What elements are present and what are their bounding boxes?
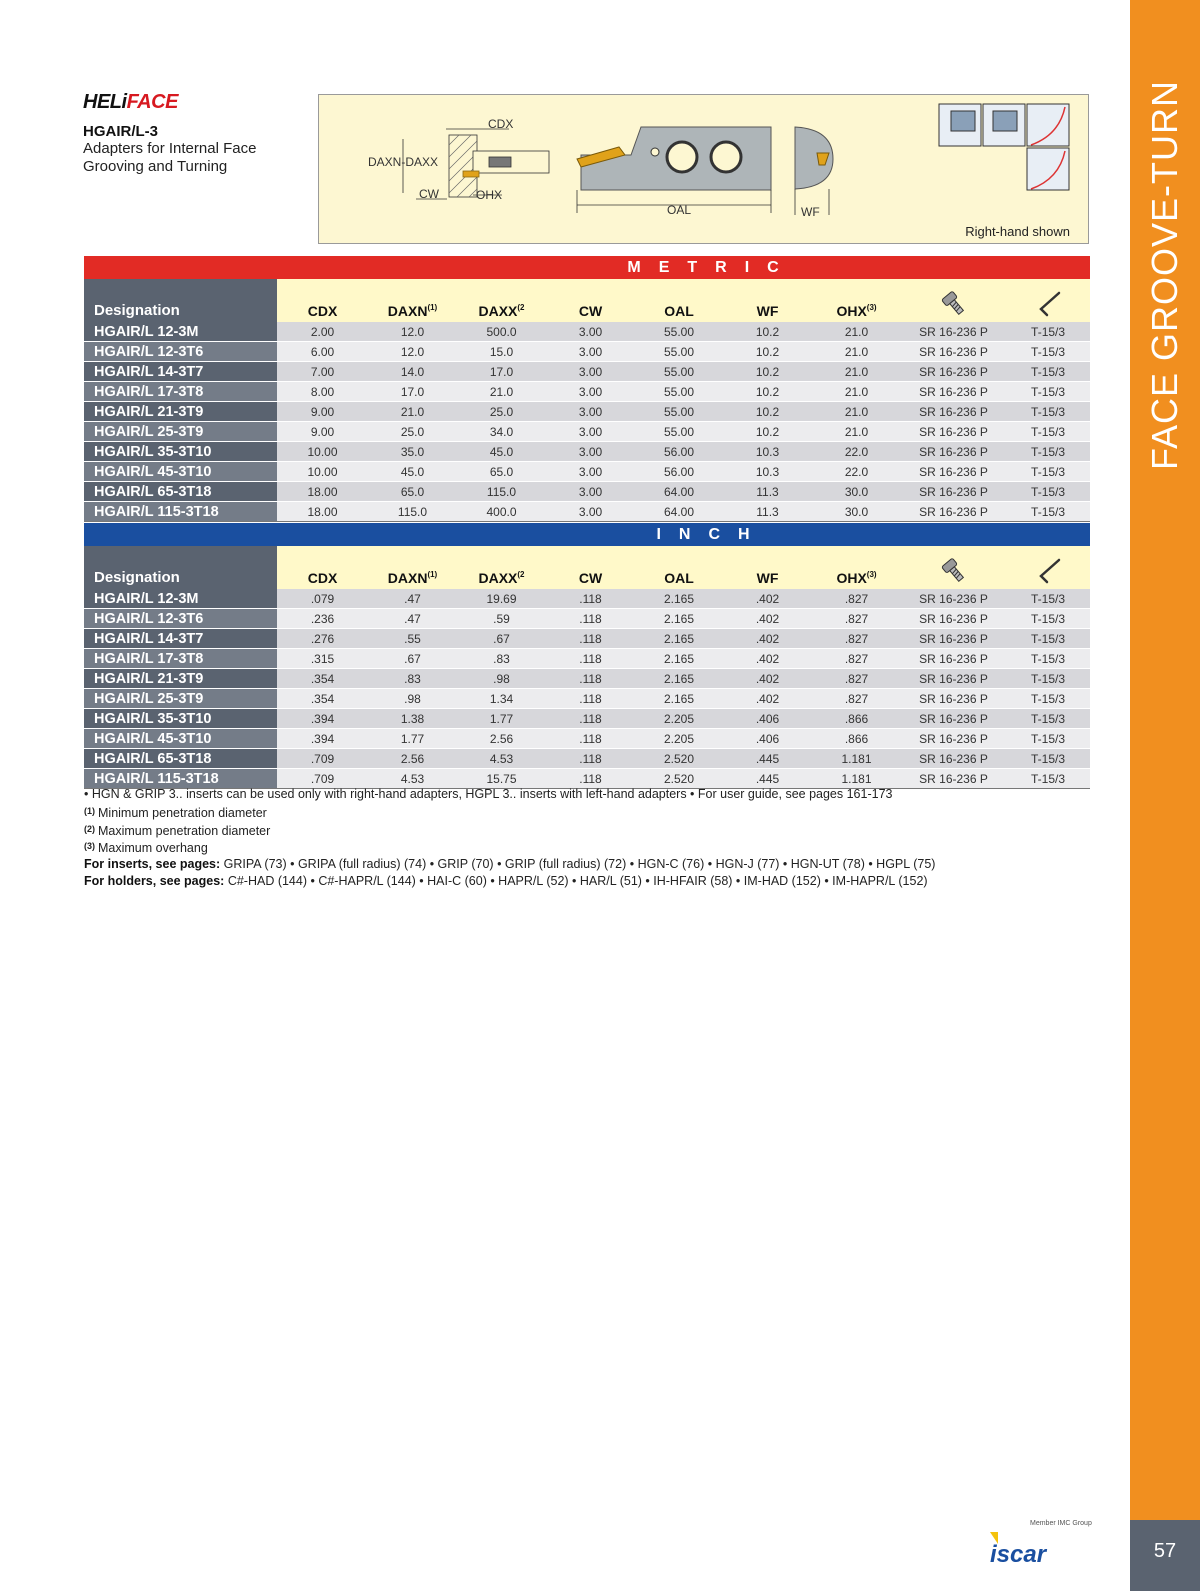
value-cell: .354 bbox=[277, 669, 368, 689]
designation-cell: HGAIR/L 21-3T9 bbox=[84, 669, 277, 689]
designation-cell: HGAIR/L 14-3T7 bbox=[84, 362, 277, 382]
value-cell: T-15/3 bbox=[1006, 729, 1090, 749]
value-cell: 10.2 bbox=[723, 402, 812, 422]
value-cell: 9.00 bbox=[277, 402, 368, 422]
value-cell: 2.165 bbox=[635, 629, 723, 649]
designation-cell: HGAIR/L 12-3T6 bbox=[84, 609, 277, 629]
designation-cell: HGAIR/L 45-3T10 bbox=[84, 729, 277, 749]
product-description: Adapters for Internal Face Grooving and Turning bbox=[83, 140, 257, 175]
value-cell: 7.00 bbox=[277, 362, 368, 382]
value-cell: T-15/3 bbox=[1006, 689, 1090, 709]
col-designation: Designation bbox=[84, 279, 277, 322]
value-cell: 2.165 bbox=[635, 649, 723, 669]
value-cell: T-15/3 bbox=[1006, 502, 1090, 522]
value-cell: .827 bbox=[812, 589, 901, 609]
value-cell: 25.0 bbox=[368, 422, 457, 442]
value-cell: 500.0 bbox=[457, 322, 546, 342]
col-ohx: OHX$^{(3)}$ bbox=[812, 279, 901, 322]
table-row bbox=[84, 629, 1090, 649]
value-cell: .827 bbox=[812, 669, 901, 689]
value-cell: 1.77 bbox=[457, 709, 546, 729]
value-cell: T-15/3 bbox=[1006, 442, 1090, 462]
value-cell: T-15/3 bbox=[1006, 709, 1090, 729]
value-cell: 55.00 bbox=[635, 402, 723, 422]
value-cell: .402 bbox=[723, 669, 812, 689]
value-cell: .118 bbox=[546, 729, 635, 749]
value-cell: 18.00 bbox=[277, 502, 368, 522]
value-cell: 19.69 bbox=[457, 589, 546, 609]
value-cell: SR 16-236 P bbox=[901, 589, 1006, 609]
tool-diagram bbox=[318, 94, 1089, 244]
brand-text: iscar bbox=[990, 1541, 1047, 1566]
value-cell: 3.00 bbox=[546, 362, 635, 382]
footnotes bbox=[84, 786, 1094, 890]
value-cell: 2.56 bbox=[457, 729, 546, 749]
value-cell: .079 bbox=[277, 589, 368, 609]
value-cell: 3.00 bbox=[546, 502, 635, 522]
value-cell: SR 16-236 P bbox=[901, 382, 1006, 402]
value-cell: .98 bbox=[457, 669, 546, 689]
value-cell: 1.181 bbox=[812, 749, 901, 769]
value-cell: 3.00 bbox=[546, 342, 635, 362]
value-cell: T-15/3 bbox=[1006, 769, 1090, 789]
value-cell: 11.3 bbox=[723, 482, 812, 502]
value-cell: 55.00 bbox=[635, 342, 723, 362]
value-cell: .118 bbox=[546, 629, 635, 649]
value-cell: .402 bbox=[723, 689, 812, 709]
value-cell: 10.3 bbox=[723, 462, 812, 482]
value-cell: 55.00 bbox=[635, 362, 723, 382]
value-cell: 10.00 bbox=[277, 462, 368, 482]
table-row bbox=[84, 609, 1090, 629]
designation-cell: HGAIR/L 14-3T7 bbox=[84, 629, 277, 649]
footnote-1: $^{(1)}$ Minimum penetration diameter bbox=[84, 806, 267, 821]
col-cdx: CDX bbox=[277, 279, 368, 322]
footnote-3: $^{(3)}$ Maximum overhang bbox=[84, 841, 208, 856]
value-cell: 34.0 bbox=[457, 422, 546, 442]
value-cell: .394 bbox=[277, 709, 368, 729]
designation-cell: HGAIR/L 115-3T18 bbox=[84, 769, 277, 789]
label-cw: CW bbox=[419, 187, 439, 201]
table-row bbox=[84, 689, 1090, 709]
table-row bbox=[84, 402, 1090, 422]
product-code: HGAIR/L-3 bbox=[83, 123, 158, 140]
col-wf: WF bbox=[723, 279, 812, 322]
value-cell: .118 bbox=[546, 709, 635, 729]
value-cell: .354 bbox=[277, 689, 368, 709]
designation-cell: HGAIR/L 25-3T9 bbox=[84, 422, 277, 442]
value-cell: .55 bbox=[368, 629, 457, 649]
value-cell: 30.0 bbox=[812, 502, 901, 522]
side-tab-title: FACE GROOVE-TURN bbox=[1144, 79, 1185, 471]
side-tab bbox=[1130, 0, 1200, 1520]
value-cell: SR 16-236 P bbox=[901, 362, 1006, 382]
value-cell: T-15/3 bbox=[1006, 649, 1090, 669]
value-cell: SR 16-236 P bbox=[901, 442, 1006, 462]
value-cell: .236 bbox=[277, 609, 368, 629]
col-daxn: DAXN$^{(1)}$ bbox=[368, 546, 457, 589]
value-cell: 11.3 bbox=[723, 502, 812, 522]
screw-icon bbox=[901, 279, 1006, 322]
value-cell: 3.00 bbox=[546, 462, 635, 482]
value-cell: .118 bbox=[546, 669, 635, 689]
value-cell: T-15/3 bbox=[1006, 342, 1090, 362]
designation-cell: HGAIR/L 17-3T8 bbox=[84, 649, 277, 669]
value-cell: 12.0 bbox=[368, 342, 457, 362]
inch-table bbox=[84, 523, 1090, 789]
value-cell: 2.56 bbox=[368, 749, 457, 769]
value-cell: .59 bbox=[457, 609, 546, 629]
value-cell: 21.0 bbox=[812, 422, 901, 442]
value-cell: T-15/3 bbox=[1006, 749, 1090, 769]
value-cell: T-15/3 bbox=[1006, 482, 1090, 502]
value-cell: SR 16-236 P bbox=[901, 322, 1006, 342]
label-cdx: CDX bbox=[488, 117, 514, 131]
value-cell: .118 bbox=[546, 649, 635, 669]
col-wf: WF bbox=[723, 546, 812, 589]
value-cell: SR 16-236 P bbox=[901, 669, 1006, 689]
value-cell: 10.2 bbox=[723, 362, 812, 382]
value-cell: .67 bbox=[457, 629, 546, 649]
value-cell: 15.0 bbox=[457, 342, 546, 362]
value-cell: 64.00 bbox=[635, 502, 723, 522]
value-cell: 35.0 bbox=[368, 442, 457, 462]
value-cell: .315 bbox=[277, 649, 368, 669]
value-cell: 2.205 bbox=[635, 729, 723, 749]
value-cell: .118 bbox=[546, 689, 635, 709]
inserts-reference: For inserts, see pages: GRIPA (73) • GRIPA (full radius) (74) • GRIP (70) • GRIP (full radius) (72) • HGN-C (76) • HGN-J (77) • HGN-UT (78) • HGPL (75) bbox=[84, 856, 936, 871]
value-cell: .827 bbox=[812, 649, 901, 669]
value-cell: 30.0 bbox=[812, 482, 901, 502]
value-cell: .709 bbox=[277, 749, 368, 769]
col-oal: OAL bbox=[635, 546, 723, 589]
value-cell: T-15/3 bbox=[1006, 629, 1090, 649]
col-cw: CW bbox=[546, 546, 635, 589]
value-cell: T-15/3 bbox=[1006, 609, 1090, 629]
value-cell: 45.0 bbox=[368, 462, 457, 482]
value-cell: 2.165 bbox=[635, 689, 723, 709]
value-cell: 3.00 bbox=[546, 442, 635, 462]
value-cell: 6.00 bbox=[277, 342, 368, 362]
value-cell: 10.2 bbox=[723, 382, 812, 402]
value-cell: SR 16-236 P bbox=[901, 462, 1006, 482]
value-cell: 2.520 bbox=[635, 769, 723, 789]
designation-cell: HGAIR/L 45-3T10 bbox=[84, 462, 277, 482]
table-row bbox=[84, 422, 1090, 442]
value-cell: .47 bbox=[368, 589, 457, 609]
value-cell: 21.0 bbox=[812, 362, 901, 382]
value-cell: 1.77 bbox=[368, 729, 457, 749]
value-cell: 3.00 bbox=[546, 422, 635, 442]
label-ohx: OHX bbox=[476, 188, 503, 202]
usage-note: • HGN & GRIP 3.. inserts can be used only with right-hand adapters, HGPL 3.. inserts with left-hand adapters • For user guide, see pages 161-173 bbox=[84, 787, 893, 801]
value-cell: 56.00 bbox=[635, 442, 723, 462]
value-cell: SR 16-236 P bbox=[901, 342, 1006, 362]
key-icon bbox=[1006, 546, 1090, 589]
value-cell: .83 bbox=[457, 649, 546, 669]
table-row bbox=[84, 342, 1090, 362]
value-cell: T-15/3 bbox=[1006, 382, 1090, 402]
value-cell: 10.2 bbox=[723, 342, 812, 362]
value-cell: .83 bbox=[368, 669, 457, 689]
value-cell: .402 bbox=[723, 649, 812, 669]
value-cell: .827 bbox=[812, 609, 901, 629]
value-cell: 65.0 bbox=[457, 462, 546, 482]
designation-cell: HGAIR/L 65-3T18 bbox=[84, 749, 277, 769]
footnote-2: $^{(2)}$ Maximum penetration diameter bbox=[84, 823, 271, 838]
table-row bbox=[84, 322, 1090, 342]
value-cell: .118 bbox=[546, 769, 635, 789]
value-cell: .394 bbox=[277, 729, 368, 749]
value-cell: 8.00 bbox=[277, 382, 368, 402]
value-cell: 9.00 bbox=[277, 422, 368, 442]
value-cell: SR 16-236 P bbox=[901, 629, 1006, 649]
value-cell: .118 bbox=[546, 749, 635, 769]
table-row bbox=[84, 362, 1090, 382]
value-cell: 65.0 bbox=[368, 482, 457, 502]
value-cell: 64.00 bbox=[635, 482, 723, 502]
value-cell: 45.0 bbox=[457, 442, 546, 462]
value-cell: 56.00 bbox=[635, 462, 723, 482]
value-cell: SR 16-236 P bbox=[901, 729, 1006, 749]
page-number-box bbox=[1130, 1520, 1200, 1591]
value-cell: 21.0 bbox=[457, 382, 546, 402]
value-cell: T-15/3 bbox=[1006, 402, 1090, 422]
value-cell: 400.0 bbox=[457, 502, 546, 522]
table-row bbox=[84, 502, 1090, 522]
designation-cell: HGAIR/L 21-3T9 bbox=[84, 402, 277, 422]
value-cell: 3.00 bbox=[546, 402, 635, 422]
label-wf: WF bbox=[801, 205, 820, 219]
value-cell: SR 16-236 P bbox=[901, 422, 1006, 442]
value-cell: 10.2 bbox=[723, 322, 812, 342]
screw-icon bbox=[901, 546, 1006, 589]
value-cell: .402 bbox=[723, 589, 812, 609]
value-cell: 17.0 bbox=[457, 362, 546, 382]
application-icons bbox=[939, 104, 1069, 190]
col-daxx: DAXX$^{(2}$ bbox=[457, 279, 546, 322]
table-row bbox=[84, 709, 1090, 729]
value-cell: SR 16-236 P bbox=[901, 649, 1006, 669]
col-cw: CW bbox=[546, 279, 635, 322]
col-daxx: DAXX$^{(2}$ bbox=[457, 546, 546, 589]
value-cell: T-15/3 bbox=[1006, 322, 1090, 342]
value-cell: T-15/3 bbox=[1006, 462, 1090, 482]
designation-cell: HGAIR/L 12-3M bbox=[84, 589, 277, 609]
value-cell: 1.181 bbox=[812, 769, 901, 789]
table-row bbox=[84, 589, 1090, 609]
designation-cell: HGAIR/L 12-3M bbox=[84, 322, 277, 342]
value-cell: 2.520 bbox=[635, 749, 723, 769]
value-cell: 10.3 bbox=[723, 442, 812, 462]
inch-band bbox=[84, 523, 1090, 546]
value-cell: .445 bbox=[723, 769, 812, 789]
value-cell: SR 16-236 P bbox=[901, 482, 1006, 502]
value-cell: T-15/3 bbox=[1006, 669, 1090, 689]
value-cell: 18.00 bbox=[277, 482, 368, 502]
col-cdx: CDX bbox=[277, 546, 368, 589]
col-designation: Designation bbox=[84, 546, 277, 589]
designation-cell: HGAIR/L 35-3T10 bbox=[84, 709, 277, 729]
value-cell: 55.00 bbox=[635, 322, 723, 342]
value-cell: 55.00 bbox=[635, 382, 723, 402]
label-oal: OAL bbox=[667, 203, 692, 217]
value-cell: 14.0 bbox=[368, 362, 457, 382]
value-cell: 21.0 bbox=[812, 342, 901, 362]
value-cell: 4.53 bbox=[368, 769, 457, 789]
table-row bbox=[84, 649, 1090, 669]
value-cell: 1.34 bbox=[457, 689, 546, 709]
value-cell: 22.0 bbox=[812, 442, 901, 462]
table-row bbox=[84, 462, 1090, 482]
metric-band bbox=[84, 256, 1090, 279]
value-cell: 3.00 bbox=[546, 482, 635, 502]
value-cell: SR 16-236 P bbox=[901, 609, 1006, 629]
value-cell: SR 16-236 P bbox=[901, 689, 1006, 709]
value-cell: .67 bbox=[368, 649, 457, 669]
value-cell: 3.00 bbox=[546, 322, 635, 342]
value-cell: 17.0 bbox=[368, 382, 457, 402]
value-cell: .402 bbox=[723, 609, 812, 629]
key-icon bbox=[1006, 279, 1090, 322]
value-cell: .866 bbox=[812, 729, 901, 749]
page-number: 57 bbox=[1153, 1540, 1177, 1562]
value-cell: T-15/3 bbox=[1006, 422, 1090, 442]
holders-reference: For holders, see pages: C#-HAD (144) • C#-HAPR/L (144) • HAI-C (60) • HAPR/L (52) • HAR/L (51) • IH-HFAIR (58) • IM-HAD (152) • IM-HAPR/L (152) bbox=[84, 873, 928, 888]
label-daxn-daxx: DAXN-DAXX bbox=[368, 155, 439, 169]
value-cell: .445 bbox=[723, 749, 812, 769]
value-cell: .47 bbox=[368, 609, 457, 629]
value-cell: 12.0 bbox=[368, 322, 457, 342]
value-cell: T-15/3 bbox=[1006, 362, 1090, 382]
value-cell: 21.0 bbox=[368, 402, 457, 422]
value-cell: SR 16-236 P bbox=[901, 769, 1006, 789]
value-cell: 10.2 bbox=[723, 422, 812, 442]
adapter-end-view bbox=[795, 127, 833, 215]
value-cell: 1.38 bbox=[368, 709, 457, 729]
value-cell: .118 bbox=[546, 609, 635, 629]
heliface-logo: HELiFACE bbox=[83, 91, 178, 113]
value-cell: 2.165 bbox=[635, 589, 723, 609]
value-cell: SR 16-236 P bbox=[901, 402, 1006, 422]
value-cell: 25.0 bbox=[457, 402, 546, 422]
value-cell: 2.205 bbox=[635, 709, 723, 729]
metric-table bbox=[84, 256, 1090, 522]
table-row bbox=[84, 442, 1090, 462]
value-cell: .709 bbox=[277, 769, 368, 789]
value-cell: 2.165 bbox=[635, 669, 723, 689]
iscar-logo bbox=[990, 1520, 1100, 1570]
value-cell: SR 16-236 P bbox=[901, 749, 1006, 769]
designation-cell: HGAIR/L 12-3T6 bbox=[84, 342, 277, 362]
table-row bbox=[84, 729, 1090, 749]
value-cell: 3.00 bbox=[546, 382, 635, 402]
member-text: Member IMC Group bbox=[1030, 1520, 1092, 1527]
adapter-side-view bbox=[577, 127, 771, 213]
value-cell: 21.0 bbox=[812, 322, 901, 342]
value-cell: .866 bbox=[812, 709, 901, 729]
metric-band-label: METRIC bbox=[84, 256, 1090, 279]
value-cell: 55.00 bbox=[635, 422, 723, 442]
table-row bbox=[84, 382, 1090, 402]
table-row bbox=[84, 749, 1090, 769]
value-cell: .402 bbox=[723, 629, 812, 649]
value-cell: 115.0 bbox=[368, 502, 457, 522]
table-row bbox=[84, 482, 1090, 502]
designation-cell: HGAIR/L 115-3T18 bbox=[84, 502, 277, 522]
value-cell: 22.0 bbox=[812, 462, 901, 482]
diagram-caption: Right-hand shown bbox=[965, 224, 1070, 239]
inch-band-label: INCH bbox=[84, 523, 1090, 546]
value-cell: .406 bbox=[723, 709, 812, 729]
value-cell: .827 bbox=[812, 689, 901, 709]
value-cell: 10.00 bbox=[277, 442, 368, 462]
col-ohx: OHX$^{(3)}$ bbox=[812, 546, 901, 589]
value-cell: 4.53 bbox=[457, 749, 546, 769]
inch-header-row bbox=[84, 546, 1090, 589]
value-cell: SR 16-236 P bbox=[901, 709, 1006, 729]
value-cell: .118 bbox=[546, 589, 635, 609]
value-cell: .276 bbox=[277, 629, 368, 649]
value-cell: 2.00 bbox=[277, 322, 368, 342]
designation-cell: HGAIR/L 25-3T9 bbox=[84, 689, 277, 709]
value-cell: 21.0 bbox=[812, 402, 901, 422]
table-row bbox=[84, 669, 1090, 689]
value-cell: 2.165 bbox=[635, 609, 723, 629]
designation-cell: HGAIR/L 65-3T18 bbox=[84, 482, 277, 502]
value-cell: 115.0 bbox=[457, 482, 546, 502]
metric-header-row bbox=[84, 279, 1090, 322]
designation-cell: HGAIR/L 35-3T10 bbox=[84, 442, 277, 462]
col-oal: OAL bbox=[635, 279, 723, 322]
value-cell: .406 bbox=[723, 729, 812, 749]
value-cell: 15.75 bbox=[457, 769, 546, 789]
designation-cell: HGAIR/L 17-3T8 bbox=[84, 382, 277, 402]
value-cell: SR 16-236 P bbox=[901, 502, 1006, 522]
value-cell: .98 bbox=[368, 689, 457, 709]
value-cell: .827 bbox=[812, 629, 901, 649]
col-daxn: DAXN$^{(1)}$ bbox=[368, 279, 457, 322]
tool-drawing bbox=[319, 95, 1090, 245]
value-cell: T-15/3 bbox=[1006, 589, 1090, 609]
value-cell: 21.0 bbox=[812, 382, 901, 402]
